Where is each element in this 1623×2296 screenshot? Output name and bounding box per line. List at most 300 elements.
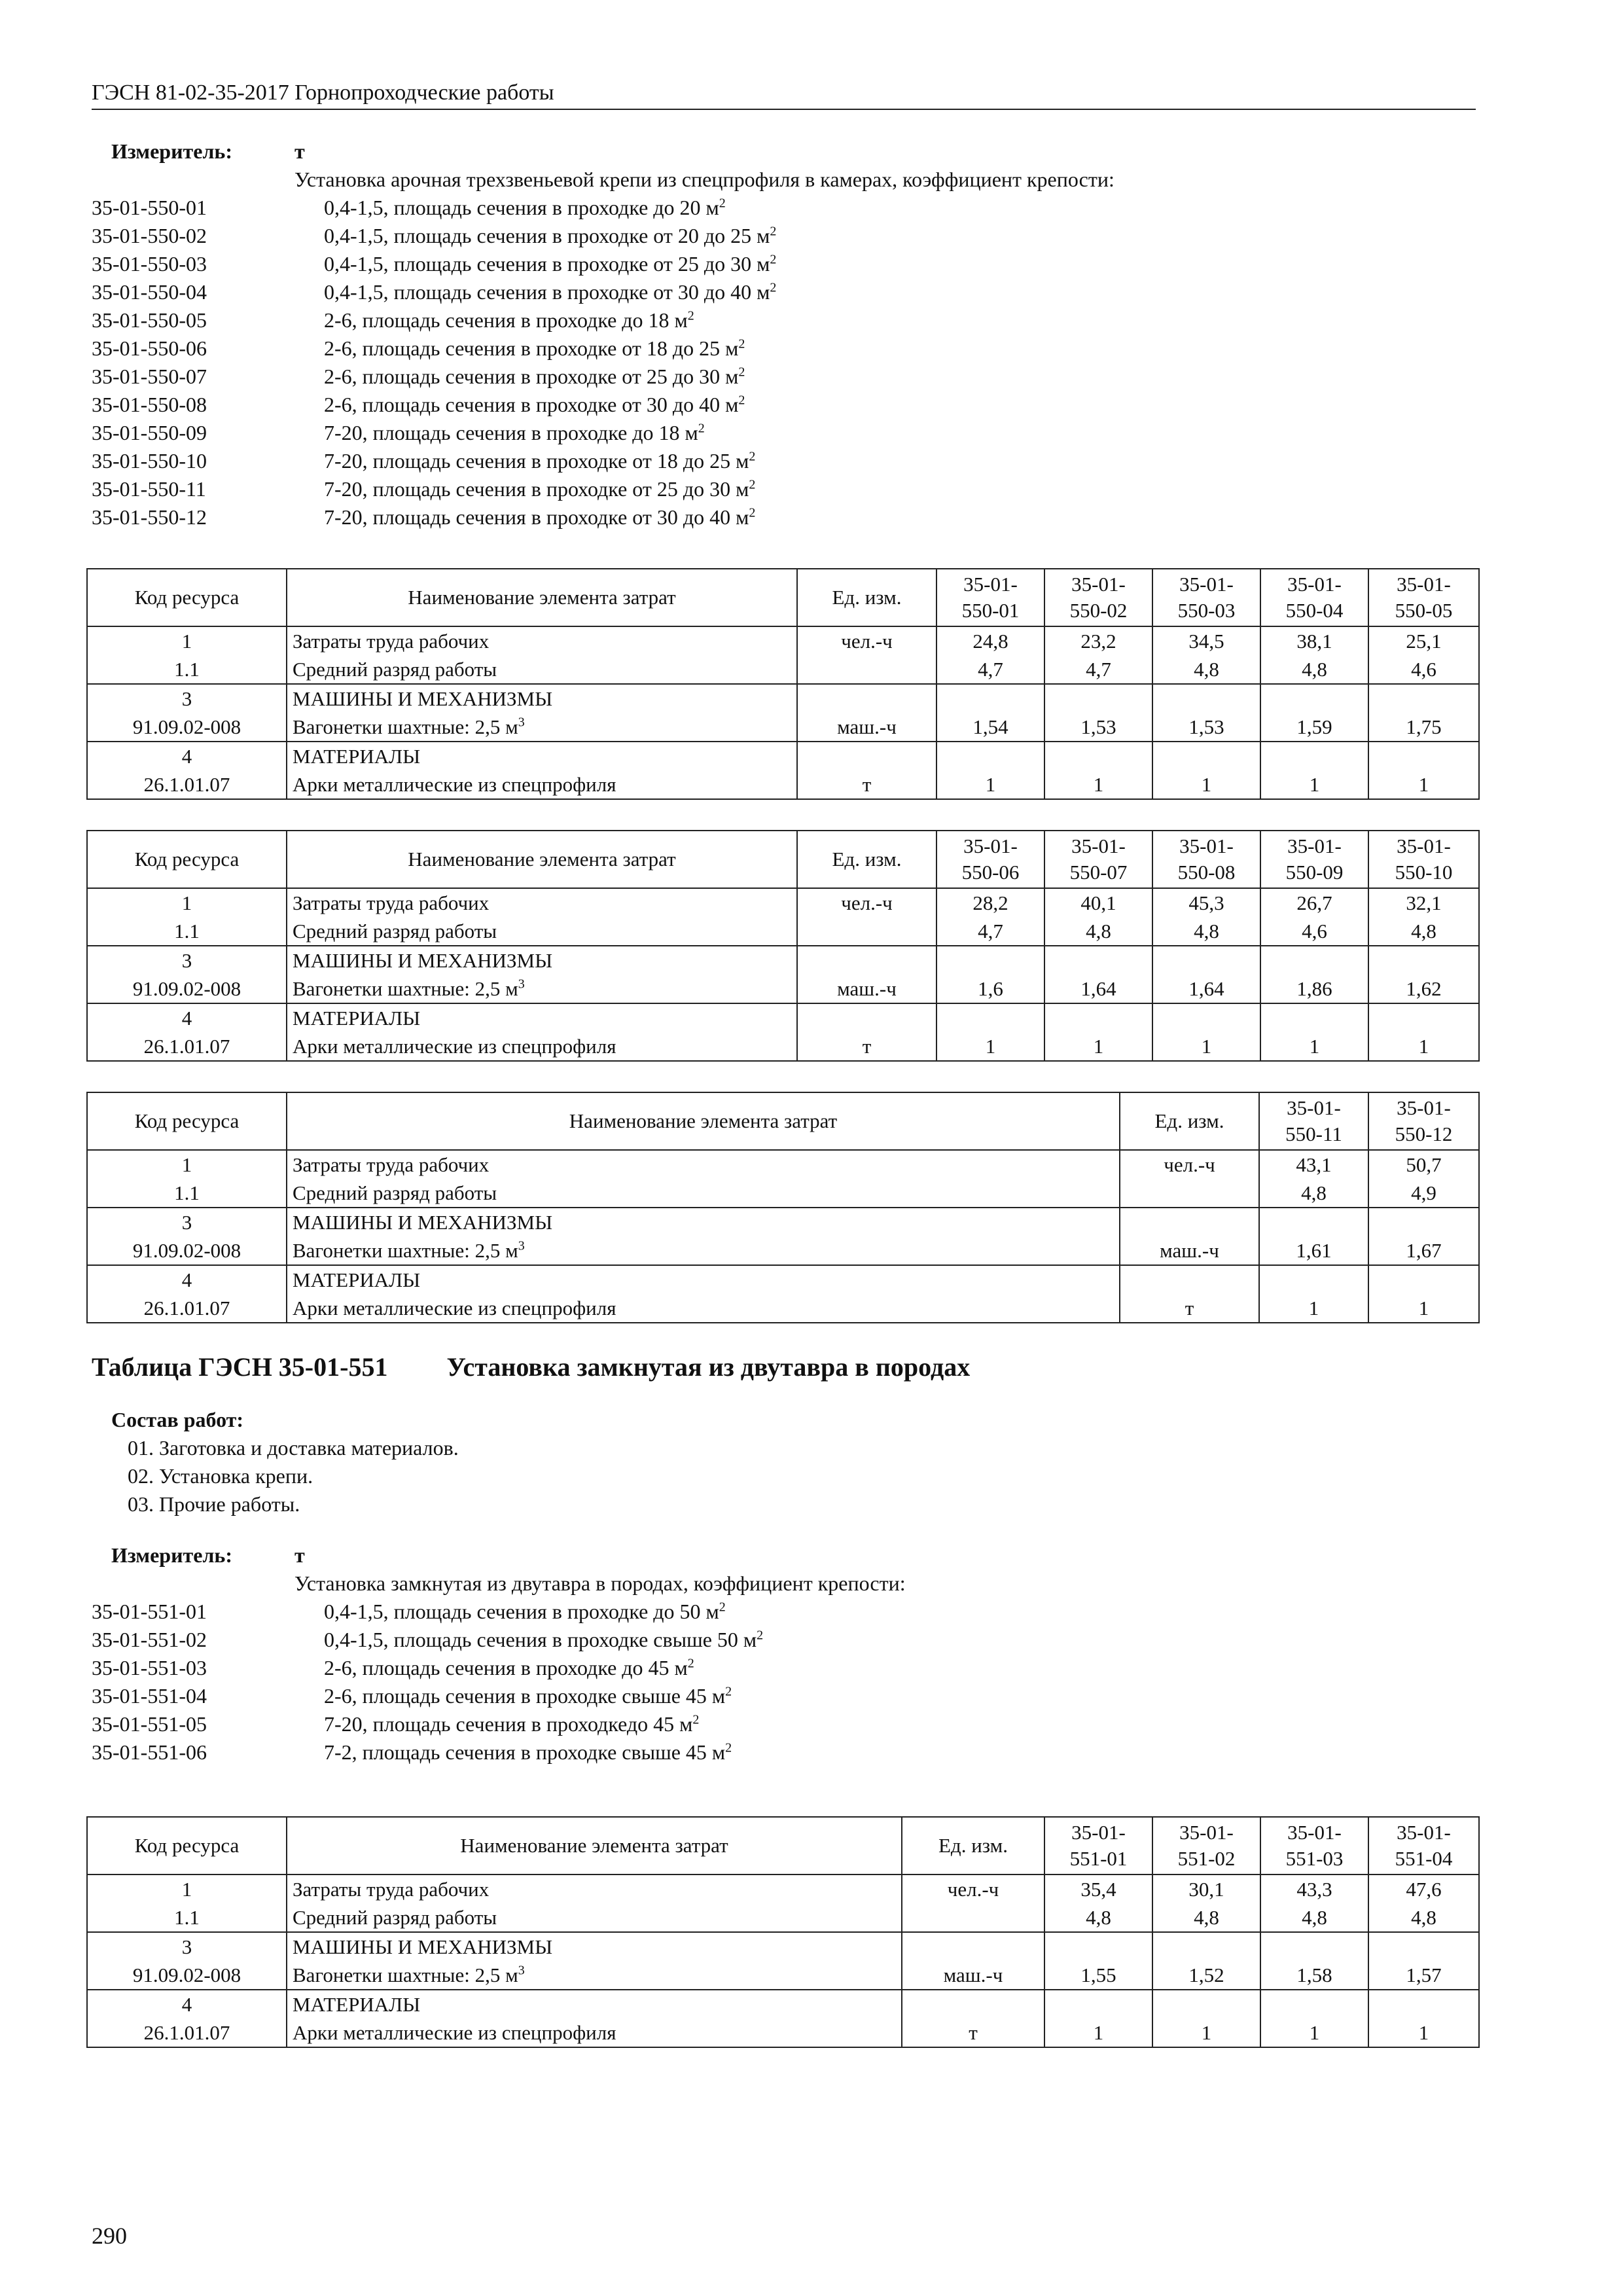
measure-desc xyxy=(294,334,745,363)
table-row xyxy=(87,1903,1479,1932)
measure-code: 35-01-550-05 xyxy=(92,308,207,332)
measure-desc-text: 0,4-1,5, площадь сечения в проходке до 20 м xyxy=(324,196,719,219)
sup-2: 2 xyxy=(770,280,777,295)
norm-code-a: 35-01- xyxy=(1287,1096,1341,1119)
col-norm-header xyxy=(1044,569,1152,626)
norm-value: 1 xyxy=(1152,770,1260,799)
sup-3: 3 xyxy=(518,977,525,992)
norm-code-a: 35-01- xyxy=(1071,573,1126,596)
resource-name xyxy=(287,655,797,684)
resource-code: 91.09.02-008 xyxy=(87,1961,287,1990)
resource-name xyxy=(287,946,797,975)
norm-value xyxy=(1260,684,1368,713)
col-norm-header xyxy=(1368,1092,1479,1150)
norm-code-b: 550-07 xyxy=(1069,861,1128,884)
measure-desc xyxy=(294,419,705,447)
resource-name xyxy=(287,770,797,799)
norm-value xyxy=(1260,1003,1368,1032)
norm-code-b: 550-03 xyxy=(1177,599,1236,622)
resource-name xyxy=(287,1874,902,1903)
sup-2: 2 xyxy=(725,1740,732,1755)
col-norm-header xyxy=(936,831,1044,888)
norm-value xyxy=(1044,946,1152,975)
measure-desc xyxy=(294,1682,732,1710)
table-row xyxy=(87,713,1479,742)
norm-value xyxy=(1259,1208,1368,1236)
col-name-header: Наименование элемента затрат xyxy=(287,1817,902,1874)
measure-code: 35-01-551-02 xyxy=(92,1628,207,1651)
norm-value: 4,7 xyxy=(936,655,1044,684)
measure-desc-text: 0,4-1,5, площадь сечения в проходке от 30 до 40 м xyxy=(324,280,770,304)
norm-value: 1,54 xyxy=(936,713,1044,742)
norm-code-b: 550-12 xyxy=(1395,1122,1453,1145)
norm-value: 1,58 xyxy=(1260,1961,1368,1990)
resource-unit xyxy=(797,917,936,946)
col-code-header: Код ресурса xyxy=(87,1817,287,1874)
norm-value xyxy=(1260,742,1368,770)
norm-value: 4,8 xyxy=(1259,1179,1368,1208)
norm-value: 4,8 xyxy=(1152,1903,1260,1932)
norm-value xyxy=(1044,684,1152,713)
measure-desc xyxy=(294,250,776,278)
measure-desc xyxy=(294,1626,763,1654)
resource-table-550-06-10 xyxy=(86,830,1480,1062)
col-norm-header xyxy=(1260,831,1368,888)
norm-value: 1 xyxy=(1152,2018,1260,2047)
norm-value: 1 xyxy=(1044,770,1152,799)
norm-value: 47,6 xyxy=(1368,1874,1479,1903)
header-row xyxy=(87,1092,1479,1150)
resource-name xyxy=(287,888,797,917)
norm-value: 34,5 xyxy=(1152,626,1260,655)
resource-unit: чел.-ч xyxy=(797,888,936,917)
norm-value xyxy=(1152,946,1260,975)
norm-value: 45,3 xyxy=(1152,888,1260,917)
measure-code: 35-01-551-03 xyxy=(92,1656,207,1679)
norm-value: 4,8 xyxy=(1152,655,1260,684)
resource-unit xyxy=(902,1903,1044,1932)
resource-code: 1.1 xyxy=(87,1903,287,1932)
norm-value xyxy=(1044,1932,1152,1961)
resource-name-text: Средний разряд работы xyxy=(293,1181,497,1204)
table-title xyxy=(92,1352,970,1382)
sup-2: 2 xyxy=(749,449,756,464)
measure-unit: т xyxy=(294,139,305,163)
measure-code: 35-01-551-04 xyxy=(92,1684,207,1708)
norm-value xyxy=(1152,1003,1260,1032)
norm-value: 4,7 xyxy=(1044,655,1152,684)
resource-unit xyxy=(1120,1179,1259,1208)
resource-code: 1 xyxy=(87,626,287,655)
norm-code-b: 550-10 xyxy=(1395,861,1453,884)
header-row xyxy=(87,831,1479,888)
measure-desc xyxy=(294,475,755,503)
table-row xyxy=(87,1294,1479,1323)
resource-code: 4 xyxy=(87,1003,287,1032)
resource-code: 91.09.02-008 xyxy=(87,975,287,1003)
table-row xyxy=(87,1179,1479,1208)
norm-value: 4,8 xyxy=(1152,917,1260,946)
table-name: Установка замкнутая из двутавра в породах xyxy=(446,1352,971,1382)
resource-unit: т xyxy=(797,770,936,799)
measure-item xyxy=(92,194,1479,222)
measure-item xyxy=(92,1626,1479,1654)
measure-code: 35-01-551-01 xyxy=(92,1600,207,1623)
header-row xyxy=(87,1817,1479,1874)
norm-value: 43,1 xyxy=(1259,1150,1368,1179)
resource-name-text: Затраты труда рабочих xyxy=(293,1153,490,1176)
resource-code: 4 xyxy=(87,1990,287,2018)
norm-value: 1,57 xyxy=(1368,1961,1479,1990)
resource-name-text: МАШИНЫ И МЕХАНИЗМЫ xyxy=(293,948,553,972)
col-norm-header xyxy=(1368,1817,1479,1874)
norm-value: 1 xyxy=(936,770,1044,799)
resource-name-text: Средний разряд работы xyxy=(293,657,497,681)
resource-name-text: МАШИНЫ И МЕХАНИЗМЫ xyxy=(293,1210,553,1234)
resource-code: 26.1.01.07 xyxy=(87,770,287,799)
norm-value: 4,6 xyxy=(1368,655,1479,684)
norm-value: 4,7 xyxy=(936,917,1044,946)
sup-2: 2 xyxy=(738,336,745,351)
sup-2: 2 xyxy=(692,1712,700,1727)
resource-name-text: Арки металлические из спецпрофиля xyxy=(293,2020,616,2044)
norm-value: 1,53 xyxy=(1152,713,1260,742)
measure-code: 35-01-550-02 xyxy=(92,224,207,247)
norm-value xyxy=(1152,1932,1260,1961)
resource-name xyxy=(287,1003,797,1032)
resource-name-text: МАШИНЫ И МЕХАНИЗМЫ xyxy=(293,1935,553,1958)
norm-value xyxy=(1368,1265,1479,1294)
resource-name-text: Затраты труда рабочих xyxy=(293,629,490,653)
resource-name-text: Вагонетки шахтные: 2,5 м xyxy=(293,715,518,738)
norm-value xyxy=(1368,1932,1479,1961)
resource-unit: маш.-ч xyxy=(902,1961,1044,1990)
resource-code: 1.1 xyxy=(87,917,287,946)
measure-desc-text: 2-6, площадь сечения в проходке до 18 м xyxy=(324,308,688,332)
table-row xyxy=(87,1208,1479,1236)
resource-name-text: МАТЕРИАЛЫ xyxy=(293,1006,421,1030)
resource-code: 3 xyxy=(87,684,287,713)
page-number: 290 xyxy=(92,2223,127,2249)
sup-2: 2 xyxy=(687,1656,694,1671)
norm-code-b: 550-02 xyxy=(1069,599,1128,622)
sup-2: 2 xyxy=(719,196,726,211)
norm-value xyxy=(1152,742,1260,770)
measure-desc xyxy=(294,1738,732,1767)
resource-name-text: МАТЕРИАЛЫ xyxy=(293,1268,421,1291)
resource-name xyxy=(287,975,797,1003)
col-norm-header xyxy=(1044,831,1152,888)
sup-2: 2 xyxy=(687,308,694,323)
resource-unit: т xyxy=(902,2018,1044,2047)
table-row xyxy=(87,1032,1479,1061)
col-unit-header: Ед. изм. xyxy=(1120,1092,1259,1150)
norm-value: 24,8 xyxy=(936,626,1044,655)
measure-item xyxy=(92,334,1479,363)
norm-value: 1 xyxy=(1368,1294,1479,1323)
norm-value xyxy=(1259,1265,1368,1294)
norm-value xyxy=(1260,1990,1368,2018)
table-row xyxy=(87,1932,1479,1961)
norm-value: 4,8 xyxy=(1368,917,1479,946)
col-norm-header xyxy=(1152,831,1260,888)
norm-value xyxy=(1368,1990,1479,2018)
measure-desc-text: 2-6, площадь сечения в проходке от 30 до 40 м xyxy=(324,393,739,416)
measure-code: 35-01-550-12 xyxy=(92,505,207,529)
table-row xyxy=(87,917,1479,946)
measure-intro: Установка замкнутая из двутавра в породах, коэффициент крепости: xyxy=(294,1571,906,1595)
resource-name xyxy=(287,1236,1120,1265)
measure-desc xyxy=(294,1710,699,1738)
measure-item xyxy=(92,391,1479,419)
measure-code: 35-01-550-04 xyxy=(92,280,207,304)
norm-value xyxy=(936,742,1044,770)
resource-name-text: Арки металлические из спецпрофиля xyxy=(293,1296,616,1319)
sup-2: 2 xyxy=(738,365,745,380)
col-norm-header xyxy=(1259,1092,1368,1150)
resource-unit: т xyxy=(797,1032,936,1061)
norm-value: 1 xyxy=(1368,2018,1479,2047)
page-header: ГЭСН 81-02-35-2017 Горнопроходческие работы xyxy=(92,77,1476,110)
resource-code: 1 xyxy=(87,888,287,917)
measure-desc xyxy=(294,222,776,250)
norm-value: 40,1 xyxy=(1044,888,1152,917)
sup-2: 2 xyxy=(749,505,756,520)
norm-code-b: 550-05 xyxy=(1395,599,1453,622)
measure-item xyxy=(92,503,1479,531)
composition-label: Состав работ: xyxy=(111,1408,244,1431)
sup-3: 3 xyxy=(518,715,525,730)
norm-value: 1,64 xyxy=(1152,975,1260,1003)
resource-code: 26.1.01.07 xyxy=(87,2018,287,2047)
resource-name-text: Арки металлические из спецпрофиля xyxy=(293,772,616,796)
norm-code-a: 35-01- xyxy=(1071,1821,1126,1844)
norm-value xyxy=(1368,1003,1479,1032)
measure-desc-text: 7-2, площадь сечения в проходке свыше 45 м xyxy=(324,1740,726,1764)
measure-item xyxy=(92,363,1479,391)
norm-code-a: 35-01- xyxy=(963,573,1018,596)
measure-desc-text: 2-6, площадь сечения в проходке до 45 м xyxy=(324,1656,688,1679)
measure-desc xyxy=(294,1654,694,1682)
norm-value: 1,6 xyxy=(936,975,1044,1003)
measure-code: 35-01-550-01 xyxy=(92,196,207,219)
norm-code-a: 35-01- xyxy=(1179,573,1234,596)
norm-value: 1 xyxy=(1152,1032,1260,1061)
norm-value xyxy=(1260,1932,1368,1961)
col-norm-header xyxy=(1368,831,1479,888)
norm-value: 1,61 xyxy=(1259,1236,1368,1265)
col-unit-header: Ед. изм. xyxy=(797,569,936,626)
resource-unit: чел.-ч xyxy=(902,1874,1044,1903)
resource-code: 4 xyxy=(87,742,287,770)
sup-2: 2 xyxy=(770,224,777,239)
measure-item xyxy=(92,1654,1479,1682)
resource-code: 91.09.02-008 xyxy=(87,1236,287,1265)
resource-table-550-11-12 xyxy=(86,1092,1480,1323)
norm-code-a: 35-01- xyxy=(1179,1821,1234,1844)
norm-code-a: 35-01- xyxy=(1397,834,1451,857)
table-row xyxy=(87,2018,1479,2047)
measure-desc xyxy=(294,194,726,222)
norm-value: 1 xyxy=(1044,2018,1152,2047)
norm-value: 1 xyxy=(1259,1294,1368,1323)
measure-item xyxy=(92,250,1479,278)
norm-value xyxy=(1368,742,1479,770)
resource-name xyxy=(287,1961,902,1990)
norm-value xyxy=(936,946,1044,975)
norm-value: 1,86 xyxy=(1260,975,1368,1003)
resource-name xyxy=(287,1265,1120,1294)
measure-desc-text: 0,4-1,5, площадь сечения в проходке от 20 до 25 м xyxy=(324,224,770,247)
col-name-header: Наименование элемента затрат xyxy=(287,569,797,626)
resource-table-550-01-05 xyxy=(86,568,1480,800)
norm-value xyxy=(1368,1208,1479,1236)
resource-table-551 xyxy=(86,1816,1480,2048)
measure-desc-text: 7-20, площадь сечения в проходке от 30 до 40 м xyxy=(324,505,749,529)
resource-unit: чел.-ч xyxy=(1120,1150,1259,1179)
sup-2: 2 xyxy=(738,393,745,408)
norm-value xyxy=(1044,1990,1152,2018)
norm-value: 1 xyxy=(1368,770,1479,799)
measure-desc-text: 0,4-1,5, площадь сечения в проходке от 25 до 30 м xyxy=(324,252,770,276)
norm-code-a: 35-01- xyxy=(963,834,1018,857)
norm-value: 4,8 xyxy=(1044,917,1152,946)
measure-intro: Установка арочная трехзвеньевой крепи из спецпрофиля в камерах, коэффициент крепости: xyxy=(294,168,1115,191)
measure-item xyxy=(92,1682,1479,1710)
resource-name xyxy=(287,917,797,946)
norm-value: 43,3 xyxy=(1260,1874,1368,1903)
measure-item xyxy=(92,222,1479,250)
table-row xyxy=(87,1236,1479,1265)
measure-code: 35-01-550-06 xyxy=(92,336,207,360)
sup-2: 2 xyxy=(749,477,756,492)
resource-name-text: Вагонетки шахтные: 2,5 м xyxy=(293,977,518,1000)
norm-value xyxy=(1368,946,1479,975)
measure-desc-text: 2-6, площадь сечения в проходке от 18 до 25 м xyxy=(324,336,739,360)
measure-item xyxy=(92,1738,1479,1767)
sup-3: 3 xyxy=(518,1238,525,1253)
resource-unit xyxy=(797,655,936,684)
norm-value: 1 xyxy=(1260,770,1368,799)
norm-code-b: 550-08 xyxy=(1177,861,1236,884)
resource-unit xyxy=(1120,1208,1259,1236)
norm-value: 38,1 xyxy=(1260,626,1368,655)
norm-code-a: 35-01- xyxy=(1287,1821,1342,1844)
norm-value: 1 xyxy=(1260,1032,1368,1061)
resource-unit xyxy=(797,1003,936,1032)
norm-value: 4,8 xyxy=(1260,655,1368,684)
resource-unit: т xyxy=(1120,1294,1259,1323)
resource-name-text: Средний разряд работы xyxy=(293,1905,497,1929)
measure-desc xyxy=(294,391,745,419)
resource-name xyxy=(287,1032,797,1061)
measure-unit: т xyxy=(294,1543,305,1567)
measure-code: 35-01-550-11 xyxy=(92,477,206,501)
measure-code: 35-01-550-10 xyxy=(92,449,207,473)
col-code-header: Код ресурса xyxy=(87,569,287,626)
resource-unit xyxy=(902,1990,1044,2018)
norm-value: 1 xyxy=(1260,2018,1368,2047)
norm-code-a: 35-01- xyxy=(1179,834,1234,857)
col-norm-header xyxy=(1152,569,1260,626)
norm-value: 26,7 xyxy=(1260,888,1368,917)
norm-value: 4,8 xyxy=(1368,1903,1479,1932)
resource-unit: чел.-ч xyxy=(797,626,936,655)
norm-value xyxy=(1044,742,1152,770)
col-norm-header xyxy=(1260,569,1368,626)
table-row xyxy=(87,946,1479,975)
resource-name-text: Затраты труда рабочих xyxy=(293,891,490,914)
measure-desc-text: 2-6, площадь сечения в проходке от 25 до 30 м xyxy=(324,365,739,388)
resource-unit xyxy=(902,1932,1044,1961)
col-norm-header xyxy=(1152,1817,1260,1874)
norm-code-a: 35-01- xyxy=(1287,834,1342,857)
resource-unit: маш.-ч xyxy=(797,713,936,742)
resource-name xyxy=(287,742,797,770)
resource-code: 26.1.01.07 xyxy=(87,1032,287,1061)
norm-value: 1 xyxy=(936,1032,1044,1061)
norm-value xyxy=(1152,1990,1260,2018)
norm-code-b: 550-09 xyxy=(1285,861,1344,884)
resource-name-text: Вагонетки шахтные: 2,5 м xyxy=(293,1963,518,1986)
sup-2: 2 xyxy=(698,421,705,436)
norm-value: 28,2 xyxy=(936,888,1044,917)
resource-code: 3 xyxy=(87,946,287,975)
composition-item: 02. Установка крепи. xyxy=(128,1464,313,1488)
resource-name-text: МАТЕРИАЛЫ xyxy=(293,1992,421,2016)
measure-code: 35-01-550-08 xyxy=(92,393,207,416)
header-row xyxy=(87,569,1479,626)
norm-value: 1 xyxy=(1368,1032,1479,1061)
norm-code-b: 550-01 xyxy=(961,599,1020,622)
resource-code: 1.1 xyxy=(87,655,287,684)
norm-value: 1,53 xyxy=(1044,713,1152,742)
col-name-header: Наименование элемента затрат xyxy=(287,831,797,888)
measure-desc xyxy=(294,306,694,334)
norm-value: 1,55 xyxy=(1044,1961,1152,1990)
resource-code: 1 xyxy=(87,1150,287,1179)
measure-desc xyxy=(294,363,745,391)
measure-desc xyxy=(294,503,755,531)
resource-code: 1.1 xyxy=(87,1179,287,1208)
norm-value xyxy=(1260,946,1368,975)
resource-name-text: Вагонетки шахтные: 2,5 м xyxy=(293,1238,518,1262)
work-composition xyxy=(92,1406,459,1518)
resource-code: 3 xyxy=(87,1932,287,1961)
col-norm-header xyxy=(1044,1817,1152,1874)
table-row xyxy=(87,770,1479,799)
resource-unit xyxy=(797,742,936,770)
norm-value xyxy=(1044,1003,1152,1032)
norm-code-a: 35-01- xyxy=(1397,1096,1451,1119)
measure-desc xyxy=(294,1598,726,1626)
table-row xyxy=(87,626,1479,655)
resource-name xyxy=(287,1179,1120,1208)
norm-value xyxy=(1368,684,1479,713)
norm-value xyxy=(936,1003,1044,1032)
measure-code: 35-01-551-06 xyxy=(92,1740,207,1764)
norm-code-a: 35-01- xyxy=(1071,834,1126,857)
norm-value: 1,75 xyxy=(1368,713,1479,742)
norm-code-b: 551-03 xyxy=(1285,1847,1344,1870)
col-code-header: Код ресурса xyxy=(87,831,287,888)
norm-code-b: 550-11 xyxy=(1285,1122,1342,1145)
resource-name-text: Затраты труда рабочих xyxy=(293,1877,490,1901)
measure-code: 35-01-551-05 xyxy=(92,1712,207,1736)
norm-code-b: 550-06 xyxy=(961,861,1020,884)
table-row xyxy=(87,975,1479,1003)
norm-value: 1 xyxy=(1044,1032,1152,1061)
